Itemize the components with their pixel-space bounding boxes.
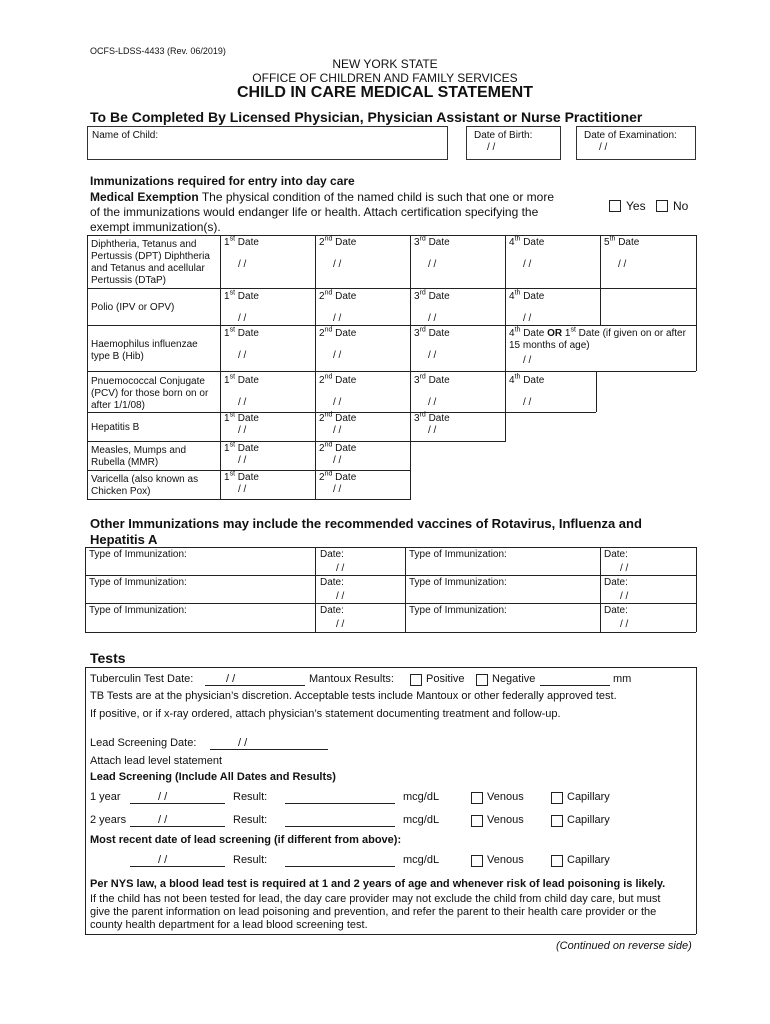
other-date-cell[interactable]: Date: / /: [320, 605, 345, 630]
positive-label: Positive: [426, 673, 465, 685]
exemption-bold: Medical Exemption: [90, 190, 199, 204]
date-word: Date: [335, 413, 357, 424]
date-slashes: / /: [238, 350, 247, 361]
other-type-cell[interactable]: Type of Immunization:: [89, 605, 187, 616]
dose-date-cell[interactable]: 3rd Date / /: [414, 289, 450, 324]
date-word: Date: [523, 291, 545, 302]
capillary-label: Capillary: [567, 814, 610, 826]
page-subtitle: To Be Completed By Licensed Physician, Physician Assistant or Nurse Practitioner: [90, 109, 643, 125]
other-date-cell[interactable]: Date: / /: [604, 577, 629, 602]
date-word: Date: [428, 291, 450, 302]
venous-label: Venous: [487, 814, 524, 826]
immunizations-heading: Immunizations required for entry into day care: [90, 174, 355, 188]
date-slashes: / /: [333, 313, 342, 324]
other-immunizations-heading-2: Hepatitis A: [90, 532, 158, 547]
date-word: Date: [237, 291, 259, 302]
date-slashes: / /: [333, 397, 342, 408]
exemption-line-1: [90, 190, 554, 204]
dob-label: Date of Birth:: [474, 130, 533, 141]
date-word: Date: [428, 237, 450, 248]
negative-label: Negative: [492, 673, 536, 685]
lead-date-label: Lead Screening Date:: [90, 737, 197, 749]
date-slashes: / /: [428, 313, 437, 324]
date-word: Date: [237, 443, 259, 454]
dose-date-cell[interactable]: 1st Date / /: [224, 373, 259, 408]
continued-note: (Continued on reverse side): [556, 940, 692, 952]
venous-checkbox[interactable]: [471, 792, 483, 804]
date-slashes: / /: [428, 350, 437, 361]
date-slashes: / /: [238, 397, 247, 408]
office-name: OFFICE OF CHILDREN AND FAMILY SERVICES: [252, 71, 518, 85]
date-slashes: / /: [238, 484, 247, 495]
child-name-field[interactable]: [87, 126, 448, 160]
capillary-label: Capillary: [567, 854, 610, 866]
exemption-no-checkbox[interactable]: [656, 200, 668, 212]
attach-lead-note: Attach lead level statement: [90, 755, 223, 767]
other-date-cell[interactable]: Date: / /: [604, 605, 629, 630]
date-slashes: / /: [333, 455, 342, 466]
dose-date-cell[interactable]: 1st Date / /: [224, 411, 259, 436]
form-id: OCFS-LDSS-4433 (Rev. 06/2019): [90, 46, 226, 56]
other-type-cell[interactable]: Type of Immunization:: [409, 605, 507, 616]
dose-date-cell[interactable]: 3rd Date / /: [414, 235, 450, 270]
lead-law-line-3: county health department for a lead blood screening test.: [90, 919, 368, 931]
date-slashes: / /: [523, 259, 532, 270]
date-slashes: / /: [618, 259, 627, 270]
row-pcv-label: Pnuemococcal Conjugate (PCV) for those born on or after 1/1/08): [91, 376, 209, 411]
result-label: Result:: [233, 791, 268, 803]
lead-date-field[interactable]: [130, 791, 225, 804]
date-word: Date: [237, 375, 259, 386]
venous-label: Venous: [487, 854, 524, 866]
hib-4th-dose-cell[interactable]: 4th Date OR 1st Date (if given on or after 15 months of age) / /: [509, 326, 686, 366]
exam-label: Date of Examination:: [584, 130, 677, 141]
mm-label: mm: [613, 673, 632, 685]
date-slashes: / /: [523, 313, 532, 324]
date-word: Date: [335, 443, 357, 454]
row-polio-label: Polio (IPV or OPV): [91, 302, 175, 313]
yes-label: Yes: [626, 199, 646, 213]
capillary-checkbox[interactable]: [551, 815, 563, 827]
row-hepb-label: Hepatitis B: [91, 422, 140, 433]
lead-slashes: / /: [158, 814, 168, 826]
dose-date-cell[interactable]: 2nd Date / /: [319, 411, 357, 436]
lead-result-field[interactable]: [285, 814, 395, 827]
lead-date-field[interactable]: [210, 737, 328, 750]
exemption-line-3: exempt immunization(s).: [90, 220, 221, 234]
tests-heading: Tests: [90, 650, 126, 666]
date-word: Date: [237, 472, 259, 483]
lead-law-bold: Per NYS law, a blood lead test is required at 1 and 2 years of age and whenever risk of lead poisoning is likely.: [90, 878, 666, 890]
date-word: Date: [335, 472, 357, 483]
lead-law-line-1: If the child has not been tested for lead, the day care provider may not exclude the child from child day care, but must: [90, 893, 661, 905]
venous-checkbox[interactable]: [471, 815, 483, 827]
other-date-cell[interactable]: Date: / /: [320, 577, 345, 602]
lead-date-field[interactable]: [130, 854, 225, 867]
exam-slashes: / /: [599, 142, 608, 153]
dose-date-cell[interactable]: 2nd Date / /: [319, 326, 357, 361]
dose-date-cell[interactable]: 1st Date / /: [224, 235, 259, 270]
tb-positive-checkbox[interactable]: [410, 674, 422, 686]
dose-date-cell[interactable]: 4th Date / /: [509, 289, 545, 324]
child-name-label: Name of Child:: [92, 130, 159, 141]
dose-date-cell[interactable]: 1st Date / /: [224, 441, 259, 466]
lead-age-label: 2 years: [90, 814, 127, 826]
date-slashes: / /: [238, 455, 247, 466]
tb-negative-checkbox[interactable]: [476, 674, 488, 686]
date-word: Date: [335, 291, 357, 302]
no-label: No: [673, 199, 689, 213]
date-word: Date: [428, 375, 450, 386]
date-slashes: / /: [333, 484, 342, 495]
state-name: NEW YORK STATE: [332, 57, 438, 71]
row-mmr-label: Measles, Mumps and Rubella (MMR): [91, 445, 187, 468]
dose-date-cell[interactable]: 3rd Date / /: [414, 373, 450, 408]
unit-label: mcg/dL: [403, 854, 440, 866]
dose-date-cell[interactable]: 2nd Date / /: [319, 441, 357, 466]
dose-date-cell[interactable]: 3rd Date / /: [414, 326, 450, 361]
date-word: Date: [237, 413, 259, 424]
lead-screening-heading: Lead Screening (Include All Dates and Results): [90, 771, 336, 783]
lead-slashes: / /: [158, 791, 168, 803]
lead-result-field[interactable]: [285, 791, 395, 804]
capillary-label: Capillary: [567, 791, 610, 803]
dose-date-cell[interactable]: 4th Date / /: [509, 235, 545, 270]
other-type-cell[interactable]: Type of Immunization:: [409, 577, 507, 588]
exemption-yes-checkbox[interactable]: [609, 200, 621, 212]
other-immunizations-heading-1: Other Immunizations may include the recommended vaccines of Rotavirus, Influenza and: [90, 516, 642, 531]
date-slashes: / /: [238, 313, 247, 324]
date-word: Date: [237, 328, 259, 339]
lead-result-field[interactable]: [285, 854, 395, 867]
page-title: CHILD IN CARE MEDICAL STATEMENT: [237, 84, 533, 101]
dose-date-cell[interactable]: 5th Date / /: [604, 235, 640, 270]
date-word: Date: [618, 237, 640, 248]
exemption-line-2: of the immunizations would endanger life or health. Attach certification specifying the: [90, 205, 539, 219]
tb-note-2: If positive, or if x-ray ordered, attach physician’s statement documenting treatment and follow-up.: [90, 708, 561, 720]
dose-date-cell[interactable]: 1st Date / /: [224, 326, 259, 361]
exemption-text-1: The physical condition of the named child is such that one or more: [201, 190, 555, 204]
date-word: Date: [237, 237, 259, 248]
tb-date-label: Tuberculin Test Date:: [90, 673, 194, 685]
other-date-cell[interactable]: Date: / /: [604, 549, 629, 574]
dose-date-cell[interactable]: 2nd Date / /: [319, 235, 357, 270]
tb-note-1: TB Tests are at the physician’s discretion. Acceptable tests include Mantoux or other federally approved test.: [90, 690, 617, 702]
other-type-cell[interactable]: Type of Immunization:: [409, 549, 507, 560]
lead-date-field[interactable]: [130, 814, 225, 827]
date-slashes: / /: [428, 397, 437, 408]
tb-date-field[interactable]: [205, 673, 305, 686]
date-word: Date: [335, 375, 357, 386]
date-slashes: / /: [428, 259, 437, 270]
lead-age-label: 1 year: [90, 791, 121, 803]
dose-date-cell[interactable]: 2nd Date / /: [319, 373, 357, 408]
capillary-checkbox[interactable]: [551, 792, 563, 804]
date-word: Date: [335, 237, 357, 248]
mantoux-label: Mantoux Results:: [309, 673, 394, 685]
date-word: Date: [335, 328, 357, 339]
date-of-exam-field[interactable]: [576, 126, 696, 160]
date-slashes: / /: [333, 259, 342, 270]
date-word: Date: [523, 237, 545, 248]
date-of-birth-field[interactable]: [466, 126, 561, 160]
dose-date-cell[interactable]: 2nd Date / /: [319, 470, 357, 495]
date-word: Date: [523, 375, 545, 386]
other-type-cell[interactable]: Type of Immunization:: [89, 577, 187, 588]
dose-date-cell[interactable]: 3rd Date / /: [414, 411, 450, 436]
dose-date-cell[interactable]: 1st Date / /: [224, 470, 259, 495]
date-slashes: / /: [238, 259, 247, 270]
dose-date-cell[interactable]: 1st Date / /: [224, 289, 259, 324]
venous-checkbox[interactable]: [471, 855, 483, 867]
date-word: Date: [428, 413, 450, 424]
date-word: Date: [428, 328, 450, 339]
capillary-checkbox[interactable]: [551, 855, 563, 867]
result-label: Result:: [233, 814, 268, 826]
unit-label: mcg/dL: [403, 814, 440, 826]
lead-slashes: / /: [158, 854, 168, 866]
dob-slashes: / /: [487, 142, 496, 153]
date-slashes: / /: [238, 425, 247, 436]
other-date-cell[interactable]: Date: / /: [320, 549, 345, 574]
venous-label: Venous: [487, 791, 524, 803]
unit-label: mcg/dL: [403, 791, 440, 803]
row-hib-label: Haemophilus influenzae type B (Hib): [91, 339, 198, 362]
lead-date-slashes: / /: [238, 737, 248, 749]
dose-date-cell[interactable]: 2nd Date / /: [319, 289, 357, 324]
result-label: Result:: [233, 854, 268, 866]
date-slashes: / /: [428, 425, 437, 436]
most-recent-lead-heading: Most recent date of lead screening (if different from above):: [90, 834, 402, 846]
other-type-cell[interactable]: Type of Immunization:: [89, 549, 187, 560]
date-slashes: / /: [523, 397, 532, 408]
tb-date-slashes: / /: [226, 673, 236, 685]
date-slashes: / /: [333, 350, 342, 361]
lead-law-line-2: give the parent information on lead poisoning and prevention, and refer the parent to their health care provider or the: [90, 906, 657, 918]
row-dtap-label: Diphtheria, Tetanus and Pertussis (DPT) Diphtheria and Tetanus and acellular Pertussis (DTaP): [91, 239, 210, 286]
tb-mm-field[interactable]: [540, 673, 610, 686]
date-slashes: / /: [333, 425, 342, 436]
row-varicella-label: Varicella (also known as Chicken Pox): [91, 474, 199, 497]
dose-date-cell[interactable]: 4th Date / /: [509, 373, 545, 408]
